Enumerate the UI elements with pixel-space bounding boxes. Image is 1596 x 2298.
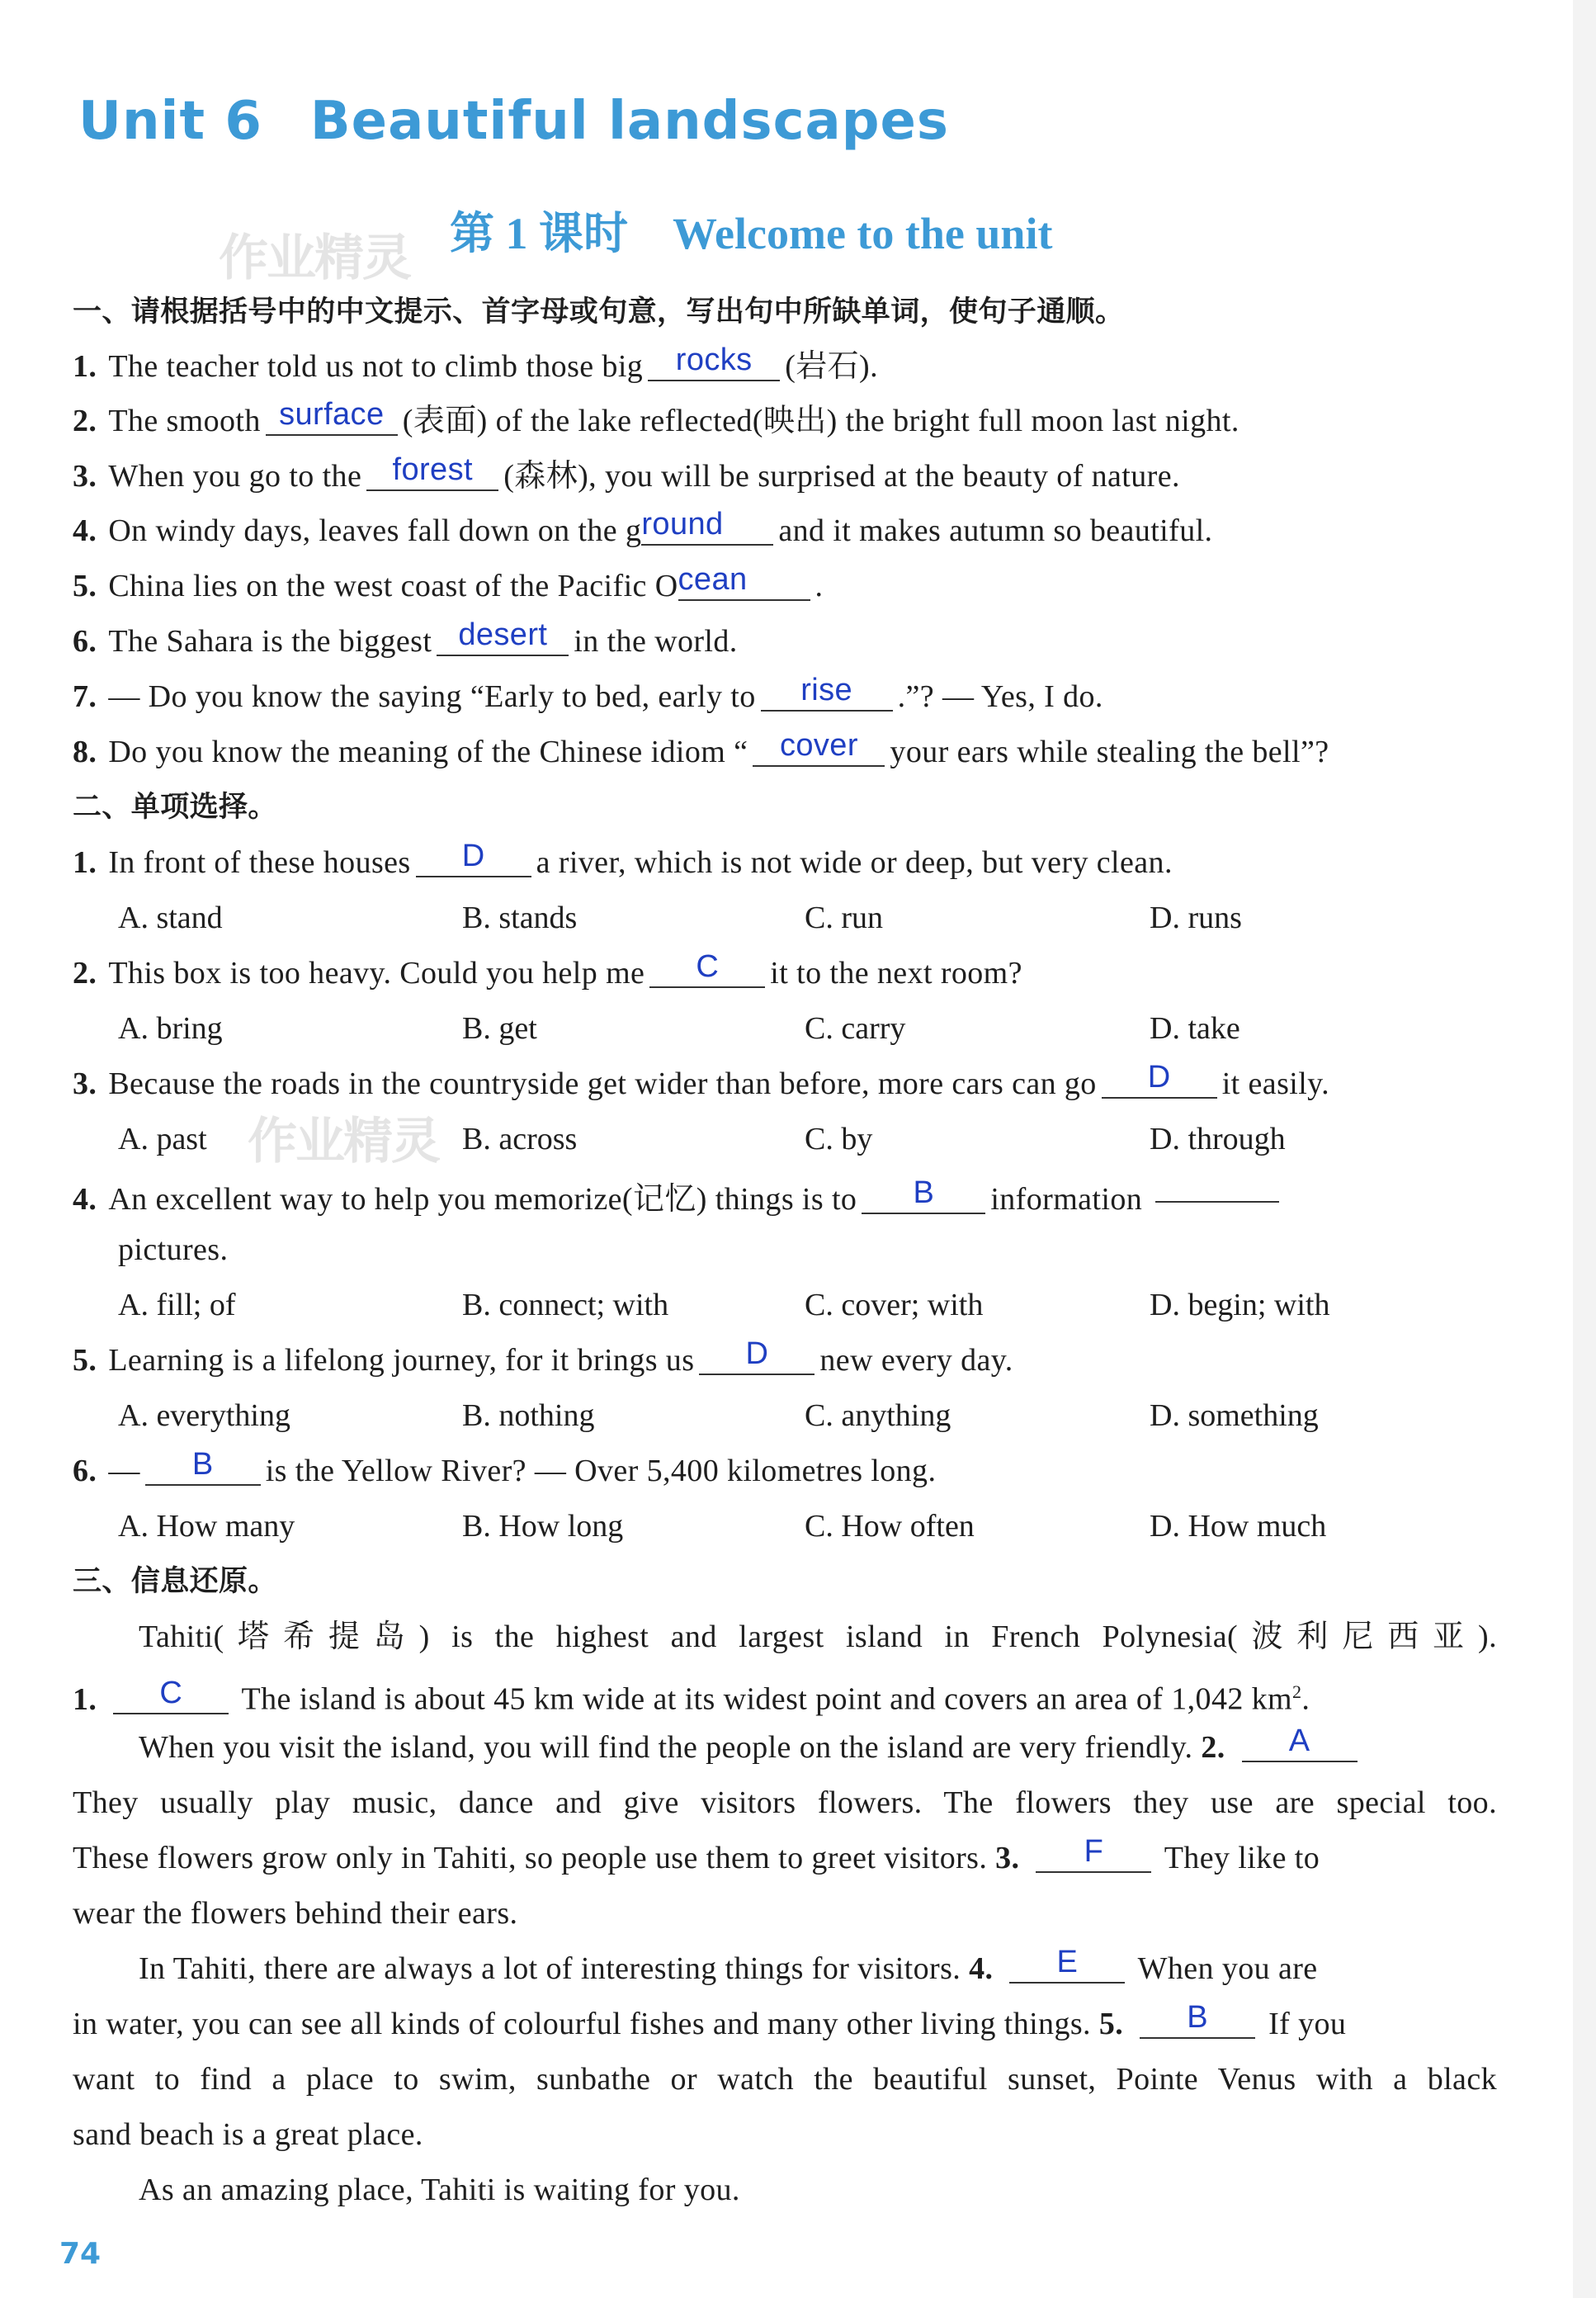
- option-c[interactable]: C. anything: [805, 1398, 951, 1433]
- section-2-heading: 二、单项选择。: [73, 791, 277, 824]
- section-3-heading: 三、信息还原。: [73, 1565, 277, 1598]
- option-d[interactable]: D. How much: [1150, 1509, 1327, 1544]
- passage-line: want to find a place to swim, sunbathe or watch the beautiful sunset, Pointe Venus with a black: [73, 2062, 1497, 2097]
- question-2-6: 6. — B is the Yellow River? — Over 5,400 kilometres long.: [73, 1445, 1497, 1497]
- answer-blank[interactable]: desert: [437, 615, 569, 656]
- option-a[interactable]: A. How many: [118, 1509, 295, 1544]
- question-2-4-cont: pictures.: [118, 1232, 229, 1267]
- option-b[interactable]: B. How long: [462, 1509, 624, 1544]
- question-2-3: 3. Because the roads in the countryside get wider than before, more cars can go D it easily.: [73, 1057, 1497, 1110]
- page-edge: [1573, 0, 1596, 2298]
- passage-line: 1. C The island is about 45 km wide at its widest point and covers an area of 1,042 $km^2$.: [73, 1666, 1497, 1719]
- answer-blank[interactable]: forest: [366, 450, 498, 491]
- passage-line: As an amazing place, Tahiti is waiting for you.: [139, 2173, 740, 2207]
- option-d[interactable]: D. runs: [1150, 901, 1242, 935]
- passage-line: sand beach is a great place.: [73, 2117, 423, 2152]
- answer-blank[interactable]: round: [641, 504, 773, 546]
- option-b[interactable]: B. across: [462, 1122, 578, 1156]
- option-a[interactable]: A. past: [118, 1122, 207, 1156]
- question-1-6: 6. The Sahara is the biggest desert in the world.: [73, 615, 1497, 668]
- option-d[interactable]: D. take: [1150, 1011, 1240, 1046]
- unit-name: Beautiful landscapes: [309, 91, 949, 152]
- answer-blank[interactable]: rocks: [648, 340, 780, 381]
- question-1-7: 7. — Do you know the saying “Early to bed, early to rise .”? — Yes, I do.: [73, 670, 1497, 723]
- answer-blank[interactable]: B: [862, 1173, 985, 1214]
- option-d[interactable]: D. through: [1150, 1122, 1286, 1156]
- option-a[interactable]: A. fill; of: [118, 1288, 236, 1322]
- passage-line: When you visit the island, you will find the people on the island are very friendly. 2. A: [139, 1721, 1497, 1774]
- option-c[interactable]: C. by: [805, 1122, 873, 1156]
- answer-blank[interactable]: C: [649, 947, 765, 988]
- answer-blank-empty[interactable]: [1155, 1161, 1279, 1203]
- watermark: 作业精灵: [248, 1113, 439, 1170]
- unit-title: [78, 91, 949, 152]
- passage-line: In Tahiti, there are always a lot of interesting things for visitors. 4. E When you are: [139, 1942, 1497, 1995]
- option-a[interactable]: A. stand: [118, 901, 223, 935]
- question-2-4: 4. An excellent way to help you memorize(记忆) things is to B information: [73, 1168, 1497, 1221]
- option-b[interactable]: B. get: [462, 1011, 537, 1046]
- question-2-1: 1. In front of these houses D a river, which is not wide or deep, but very clean.: [73, 836, 1497, 889]
- question-1-4: 4. On windy days, leaves fall down on the ground and it makes autumn so beautiful.: [73, 504, 1497, 557]
- question-2-5: 5. Learning is a lifelong journey, for it brings us D new every day.: [73, 1334, 1497, 1387]
- option-a[interactable]: A. everything: [118, 1398, 290, 1433]
- question-1-3: 3. When you go to the forest (森林), you will be surprised at the beauty of nature.: [73, 450, 1497, 503]
- passage-line: These flowers grow only in Tahiti, so people use them to greet visitors. 3. F They like to: [73, 1832, 1497, 1884]
- passage-line: Tahiti(塔希提岛) is the highest and largest island in French Polynesia(波利尼西亚).: [139, 1619, 1497, 1654]
- answer-blank[interactable]: D: [699, 1334, 815, 1375]
- option-c[interactable]: C. How often: [805, 1509, 975, 1544]
- option-c[interactable]: C. cover; with: [805, 1288, 984, 1322]
- option-b[interactable]: B. connect; with: [462, 1288, 669, 1322]
- option-c[interactable]: C. run: [805, 901, 883, 935]
- question-1-2: 2. The smooth surface (表面) of the lake reflected(映出) the bright full moon last night.: [73, 395, 1497, 447]
- page-number: 74: [59, 2237, 102, 2271]
- answer-blank[interactable]: F: [1036, 1832, 1151, 1873]
- option-c[interactable]: C. carry: [805, 1011, 906, 1046]
- answer-blank[interactable]: A: [1242, 1721, 1358, 1762]
- question-2-2: 2. This box is too heavy. Could you help me C it to the next room?: [73, 947, 1497, 1000]
- section-1-heading: 一、请根据括号中的中文提示、首字母或句意，写出句中所缺单词，使句子通顺。: [73, 296, 1125, 329]
- option-b[interactable]: B. nothing: [462, 1398, 595, 1433]
- question-1-5: 5. China lies on the west coast of the Pacific Ocean .: [73, 560, 1497, 612]
- option-d[interactable]: D. begin; with: [1150, 1288, 1330, 1322]
- passage-line: They usually play music, dance and give visitors flowers. The flowers they use are special too.: [73, 1785, 1497, 1820]
- answer-blank[interactable]: B: [145, 1445, 261, 1486]
- option-a[interactable]: A. bring: [118, 1011, 223, 1046]
- answer-blank[interactable]: D: [416, 836, 531, 877]
- watermark: 作业精灵: [219, 229, 410, 287]
- option-b[interactable]: B. stands: [462, 901, 578, 935]
- question-1-8: 8. Do you know the meaning of the Chinese idiom “ cover your ears while stealing the bell”?: [73, 726, 1497, 778]
- lesson-title: 第 1 课时 Welcome to the unit: [450, 209, 1053, 258]
- answer-blank[interactable]: D: [1102, 1057, 1217, 1099]
- answer-blank[interactable]: B: [1140, 1998, 1255, 2039]
- option-d[interactable]: D. something: [1150, 1398, 1319, 1433]
- unit-number: Unit 6: [78, 91, 262, 152]
- answer-blank[interactable]: cean: [678, 560, 810, 601]
- question-1-1: 1. The teacher told us not to climb those big rocks (岩石).: [73, 340, 1497, 393]
- answer-blank[interactable]: rise: [761, 670, 893, 712]
- answer-blank[interactable]: surface: [266, 395, 398, 436]
- answer-blank[interactable]: cover: [753, 726, 885, 767]
- passage-line: in water, you can see all kinds of colourful fishes and many other living things. 5. B If you: [73, 1998, 1497, 2050]
- answer-blank[interactable]: E: [1009, 1942, 1125, 1984]
- answer-blank[interactable]: C: [113, 1673, 229, 1714]
- passage-line: wear the flowers behind their ears.: [73, 1896, 518, 1931]
